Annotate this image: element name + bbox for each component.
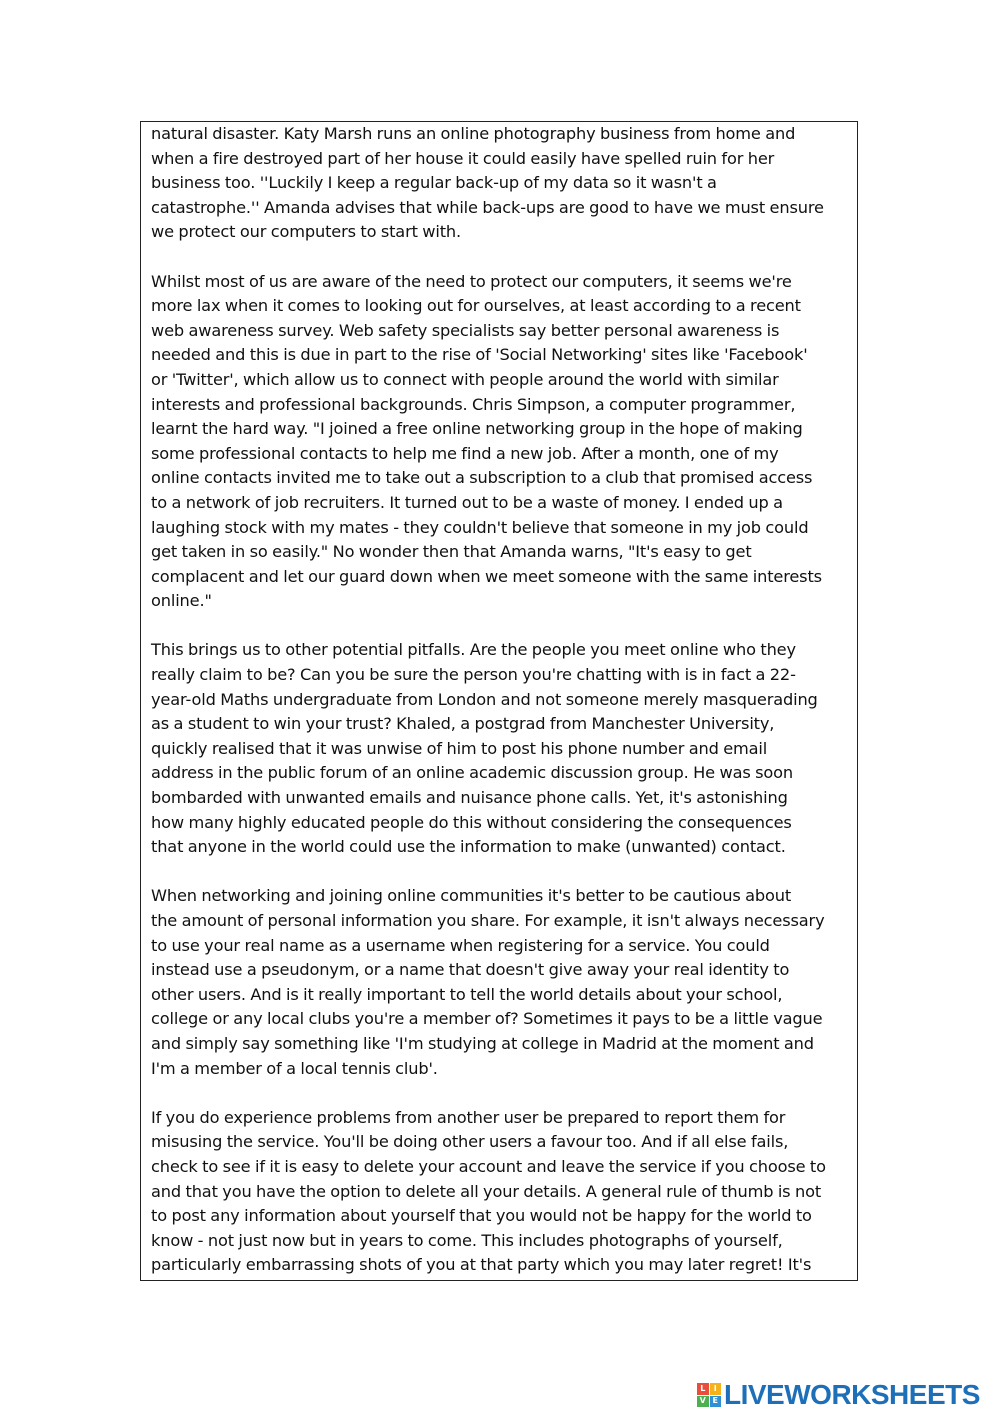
text-line: get taken in so easily." No wonder then that Amanda warns, "It's easy to get bbox=[151, 542, 752, 562]
logo-square: L bbox=[697, 1383, 709, 1395]
text-line: as a student to win your trust? Khaled, a postgrad from Manchester University, bbox=[151, 714, 775, 734]
text-line: know - not just now but in years to come. This includes photographs of yourself, bbox=[151, 1230, 783, 1250]
text-line: Whilst most of us are aware of the need to protect our computers, it seems we're bbox=[151, 271, 792, 291]
text-line: When networking and joining online communities it's better to be cautious about bbox=[151, 886, 792, 906]
paragraph bbox=[151, 1106, 849, 1278]
paragraph bbox=[151, 270, 849, 614]
text-line: check to see if it is easy to delete your account and leave the service if you choose to bbox=[151, 1156, 826, 1176]
logo-square: V bbox=[697, 1396, 709, 1408]
text-line: misusing the service. You'll be doing other users a favour too. And if all else fails, bbox=[151, 1132, 789, 1152]
text-line: particularly embarrassing shots of you at that party which you may later regret! It's bbox=[151, 1255, 812, 1275]
text-line: business too. ''Luckily I keep a regular back-up of my data so it wasn't a bbox=[151, 173, 717, 193]
text-line: natural disaster. Katy Marsh runs an online photography business from home and bbox=[151, 124, 796, 143]
text-line: online." bbox=[151, 591, 212, 611]
text-line: and that you have the option to delete all your details. A general rule of thumb is not bbox=[151, 1181, 822, 1201]
text-line: instead use a pseudonym, or a name that doesn't give away your real identity to bbox=[151, 960, 790, 980]
paragraph bbox=[151, 122, 849, 245]
text-line: to a network of job recruiters. It turned out to be a waste of money. I ended up a bbox=[151, 492, 783, 512]
paragraph bbox=[151, 638, 849, 859]
reading-text-box bbox=[140, 121, 858, 1281]
paragraph bbox=[151, 884, 849, 1081]
text-line: that anyone in the world could use the information to make (unwanted) contact. bbox=[151, 837, 786, 857]
logo-square: I bbox=[710, 1383, 722, 1395]
text-line: quickly realised that it was unwise of him to post his phone number and email bbox=[151, 738, 768, 758]
text-line: web awareness survey. Web safety specialists say better personal awareness is bbox=[151, 320, 780, 340]
text-line: how many highly educated people do this without considering the consequences bbox=[151, 812, 792, 832]
text-line: If you do experience problems from another user be prepared to report them for bbox=[151, 1107, 786, 1127]
text-line: address in the public forum of an online academic discussion group. He was soon bbox=[151, 763, 794, 783]
text-line: laughing stock with my mates - they couldn't believe that someone in my job could bbox=[151, 517, 809, 537]
liveworksheets-logo-icon bbox=[697, 1383, 721, 1407]
text-line: This brings us to other potential pitfalls. Are the people you meet online who they bbox=[151, 640, 796, 660]
text-line: bombarded with unwanted emails and nuisance phone calls. Yet, it's astonishing bbox=[151, 788, 788, 808]
text-line: online contacts invited me to take out a subscription to a club that promised access bbox=[151, 468, 813, 488]
text-line: college or any local clubs you're a member of? Sometimes it pays to be a little vague bbox=[151, 1009, 823, 1029]
text-line: catastrophe.'' Amanda advises that while back-ups are good to have we must ensure bbox=[151, 197, 824, 217]
text-line: we protect our computers to start with. bbox=[151, 222, 462, 242]
text-line: really claim to be? Can you be sure the person you're chatting with is in fact a 22- bbox=[151, 665, 796, 685]
text-line: complacent and let our guard down when we meet someone with the same interests bbox=[151, 566, 822, 586]
text-line: when a fire destroyed part of her house it could easily have spelled ruin for her bbox=[151, 148, 775, 168]
text-line: interests and professional backgrounds. Chris Simpson, a computer programmer, bbox=[151, 394, 796, 414]
text-line: or 'Twitter', which allow us to connect with people around the world with similar bbox=[151, 369, 779, 389]
text-line: year-old Maths undergraduate from London and not someone merely masquerading bbox=[151, 689, 818, 709]
logo-square: E bbox=[710, 1396, 722, 1408]
text-line: learnt the hard way. "I joined a free online networking group in the hope of making bbox=[151, 419, 803, 439]
text-line: to post any information about yourself that you would not be happy for the world to bbox=[151, 1206, 812, 1226]
text-line: and simply say something like 'I'm studying at college in Madrid at the moment and bbox=[151, 1033, 814, 1053]
text-line: other users. And is it really important to tell the world details about your school, bbox=[151, 984, 783, 1004]
brand-name: LIVEWORKSHEETS bbox=[724, 1379, 980, 1410]
liveworksheets-watermark bbox=[697, 1378, 980, 1412]
text-line: to use your real name as a username when registering for a service. You could bbox=[151, 935, 770, 955]
text-line: needed and this is due in part to the rise of 'Social Networking' sites like 'Facebook' bbox=[151, 345, 808, 365]
text-line: some professional contacts to help me find a new job. After a month, one of my bbox=[151, 443, 779, 463]
text-line: I'm a member of a local tennis club'. bbox=[151, 1058, 438, 1078]
text-line: the amount of personal information you share. For example, it isn't always necessary bbox=[151, 911, 825, 930]
text-line: more lax when it comes to looking out for ourselves, at least according to a recent bbox=[151, 296, 801, 316]
